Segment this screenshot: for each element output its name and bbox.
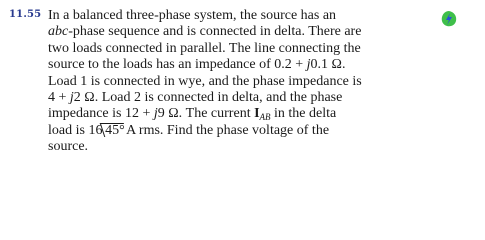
text-run: 2 Ω. Load 2 is connected in delta, and the phase [73,90,343,106]
line-1 [48,8,420,24]
imaginary-unit: j [306,57,311,73]
green-leaf-blue-lightning-icon [440,10,458,28]
angle-symbol [100,123,128,137]
line-5 [48,74,420,90]
text-run: A rms. Find the phase voltage of the [126,122,330,138]
text-run: source to the loads has an impedance of 0.2 + [48,57,307,73]
text-run: load is 16 [48,122,103,138]
text-run: in the delta [270,106,337,122]
text-run: In a balanced three-phase system, the source has an [48,8,337,23]
text-run: 0.1 Ω. [310,57,346,73]
current-subscript: AB [259,112,271,123]
imaginary-unit: j [69,90,74,106]
angle-value: 45° [105,122,126,138]
current-symbol: I [254,106,260,122]
text-run: Load 1 is connected in wye, and the phase impedance is [48,73,362,89]
line-6 [48,90,420,106]
problem-statement [48,8,420,156]
text-run: source. [48,139,89,155]
problem-number: 11.55 [9,9,42,20]
line-3 [48,41,420,57]
line-8 [48,123,420,139]
line-7 [48,106,420,122]
text-run: two loads connected in parallel. The line connecting the [48,40,361,56]
phase-sequence-abc: abc [48,24,69,40]
line-9 [48,139,420,155]
line-4 [48,57,420,73]
text-run: -phase sequence and is connected in delta. There are [68,24,362,40]
text-run: 4 + [48,90,70,106]
line-2 [48,24,420,40]
imaginary-unit: j [153,106,158,122]
text-run: impedance is 12 + [48,106,154,122]
text-run: 9 Ω. The current [157,106,255,122]
